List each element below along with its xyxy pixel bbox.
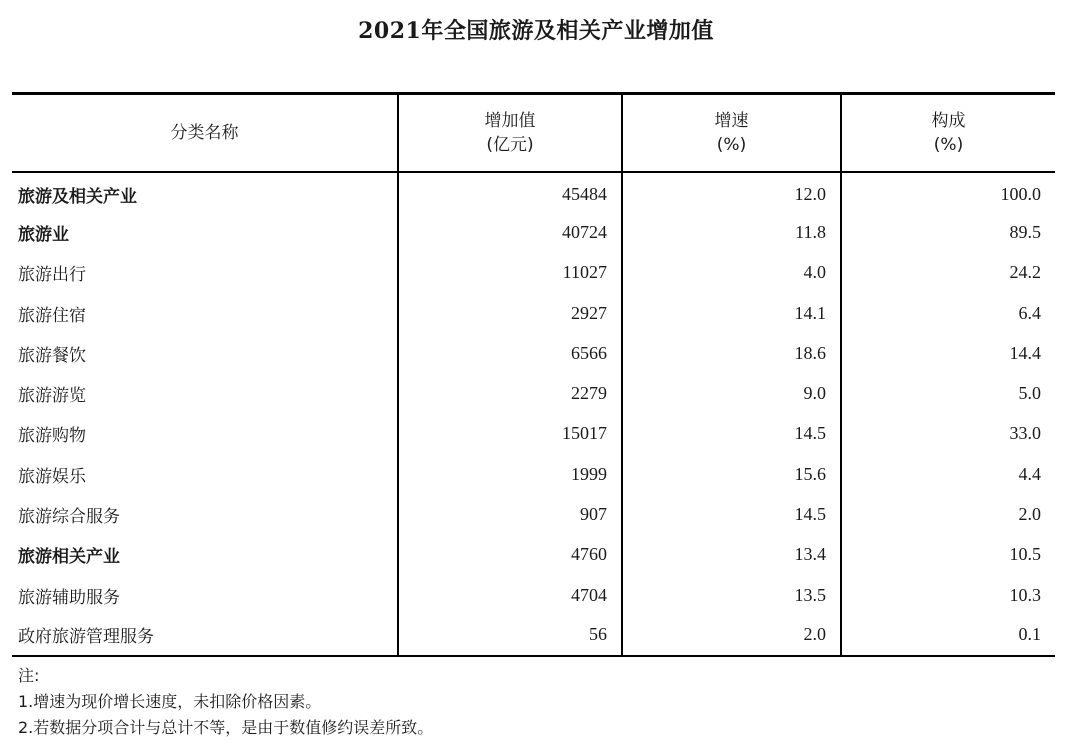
row-growth-cell: 12.0	[622, 172, 841, 212]
table-row	[12, 575, 1055, 615]
row-growth-cell: 2.0	[622, 615, 841, 655]
row-value-cell: 2927	[398, 293, 622, 333]
row-share-cell: 10.3	[841, 575, 1055, 615]
table-row	[12, 535, 1055, 575]
table-row	[12, 253, 1055, 293]
row-growth-cell: 11.8	[622, 212, 841, 252]
table-row	[12, 172, 1055, 212]
table-row	[12, 494, 1055, 534]
row-share-cell: 24.2	[841, 253, 1055, 293]
table-header-row	[12, 94, 1055, 173]
row-growth-cell: 14.5	[622, 414, 841, 454]
table-row	[12, 615, 1055, 655]
row-name-cell: 旅游购物	[18, 426, 86, 447]
footnotes	[18, 663, 433, 741]
row-name-cell: 旅游游览	[18, 386, 86, 407]
row-growth-cell: 4.0	[622, 253, 841, 293]
row-name-cell: 旅游住宿	[18, 305, 86, 326]
table-row	[12, 414, 1055, 454]
row-name-cell: 旅游综合服务	[18, 507, 120, 528]
page-title: 2021年全国旅游及相关产业增加值	[358, 18, 714, 44]
row-share-cell: 14.4	[841, 333, 1055, 373]
row-share-cell: 100.0	[841, 172, 1055, 212]
row-growth-cell: 14.1	[622, 293, 841, 333]
footnote-label: 注:	[18, 666, 40, 685]
header-growth-rate: 增速 (%)	[622, 94, 841, 173]
statistics-table	[12, 92, 1055, 657]
row-share-cell: 6.4	[841, 293, 1055, 333]
row-growth-cell: 18.6	[622, 333, 841, 373]
row-name-cell: 旅游相关产业	[18, 547, 120, 568]
header-category-name: 分类名称	[170, 123, 239, 143]
row-name-cell: 旅游及相关产业	[18, 187, 137, 208]
table-row	[12, 212, 1055, 252]
footnote-item: 1.增速为现价增长速度，未扣除价格因素。	[18, 692, 322, 711]
header-value-added: 增加值 (亿元)	[398, 94, 622, 173]
row-value-cell: 2279	[398, 373, 622, 413]
row-value-cell: 907	[398, 494, 622, 534]
row-value-cell: 4704	[398, 575, 622, 615]
footnote-item: 2.若数据分项合计与总计不等，是由于数值修约误差所致。	[18, 718, 434, 737]
header-composition: 构成 (%)	[841, 94, 1055, 173]
row-growth-cell: 13.5	[622, 575, 841, 615]
row-share-cell: 10.5	[841, 535, 1055, 575]
row-share-cell: 2.0	[841, 494, 1055, 534]
row-value-cell: 11027	[398, 253, 622, 293]
row-value-cell: 6566	[398, 333, 622, 373]
row-name-cell: 政府旅游管理服务	[18, 627, 154, 648]
row-growth-cell: 14.5	[622, 494, 841, 534]
row-name-cell: 旅游出行	[18, 265, 86, 286]
row-name-cell: 旅游业	[18, 224, 69, 245]
table-body	[12, 172, 1055, 656]
row-growth-cell: 13.4	[622, 535, 841, 575]
row-value-cell: 15017	[398, 414, 622, 454]
row-value-cell: 40724	[398, 212, 622, 252]
row-value-cell: 1999	[398, 454, 622, 494]
row-name-cell: 旅游辅助服务	[18, 587, 120, 608]
row-name-cell: 旅游餐饮	[18, 345, 86, 366]
row-share-cell: 89.5	[841, 212, 1055, 252]
row-value-cell: 4760	[398, 535, 622, 575]
table-row	[12, 333, 1055, 373]
row-value-cell: 56	[398, 615, 622, 655]
row-growth-cell: 9.0	[622, 373, 841, 413]
table-row	[12, 454, 1055, 494]
row-name-cell: 旅游娱乐	[18, 466, 86, 487]
table-row	[12, 373, 1055, 413]
row-share-cell: 4.4	[841, 454, 1055, 494]
row-share-cell: 5.0	[841, 373, 1055, 413]
row-share-cell: 0.1	[841, 615, 1055, 655]
row-share-cell: 33.0	[841, 414, 1055, 454]
row-value-cell: 45484	[398, 172, 622, 212]
row-growth-cell: 15.6	[622, 454, 841, 494]
table-row	[12, 293, 1055, 333]
